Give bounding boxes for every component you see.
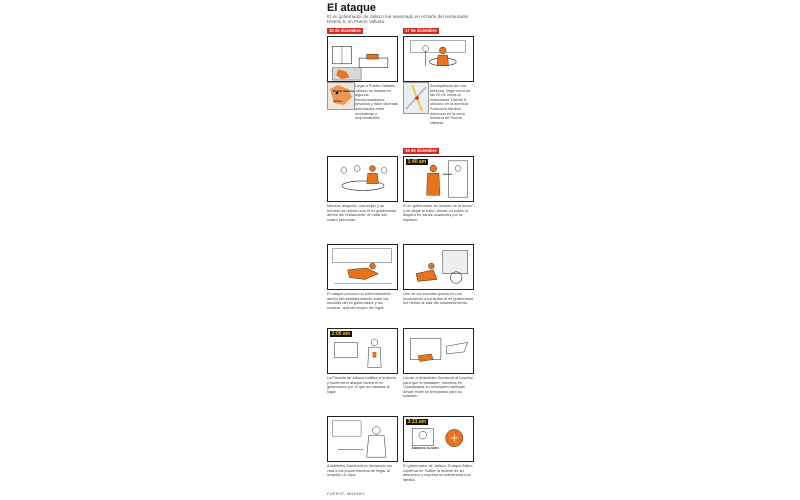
date-tag-1: 15 de diciembre [329, 28, 361, 33]
panel-transfer [403, 328, 474, 374]
map-label-state: Jalisco [333, 99, 343, 103]
source-credit: FUENTE: MILENIO [327, 491, 365, 496]
caption-7: La Fiscalía de Jalisco notifica a la alerta y confirma el ataque contra el ex gobernador por lo que se traslada al lugar. [327, 375, 396, 394]
panel-arrival [327, 36, 398, 82]
page-subtitle: El ex gobernador de Jalisco fue asesinado en el baño del restaurante Distrito 5, en Puerto Vallarta. [327, 14, 469, 25]
illustration-restaurant [404, 37, 473, 81]
map-label-city: Puerto Vallarta [333, 89, 355, 93]
panel-meeting [327, 156, 398, 202]
map-shape [328, 83, 354, 109]
panel-wounded [403, 244, 474, 290]
caption-1: Llega a Puerto Vallarta, Jalisco; se instala en algunos fraccionamientos privados y hace diversas actividades entre recreativas y empresariales. [355, 83, 398, 121]
illustration-transfer [404, 329, 473, 373]
illustration-meeting [328, 157, 397, 201]
caption-3: Minutos después, una mujer y un hombre se reúnen con el ex gobernador dentro del restaurante; en total son cuatro personas. [327, 203, 397, 222]
time-badge-1: 1:40 am [407, 159, 427, 165]
caption-4: El ex gobernador se levanta de la mesa y se dirige al baño, donde un sujeto le dispara en varias ocasiones por la espalda. [403, 203, 472, 222]
time-badge-2: 2:00 am [331, 331, 351, 337]
illustration-arrival [328, 37, 397, 81]
illustration-wounded [404, 245, 473, 289]
time-badge-3: 3:21 am [407, 419, 427, 425]
page-title: El ataque [327, 2, 376, 14]
street-shape [404, 83, 428, 113]
panel-restaurant [403, 36, 474, 82]
caption-2: Acompañado de una persona, llega cerca de las 22:00 horas al restaurante Distrito 5, ubicado en la avenida Francisca Medina Ascencio en la zona hotelera de Puerto Vallarta. [430, 83, 471, 125]
map-jalisco [327, 82, 355, 110]
caption-10: El gobernador de Jalisco, Enrique Alfaro, confirma en Twitter la muerte de su antecesor y expresa su solidaridad a la familia. [403, 463, 474, 482]
panel-hospital [327, 416, 398, 462]
panel-shootout [327, 244, 398, 290]
map-street [403, 82, 429, 114]
caption-5: El ataque provoca un enfrentamiento dentro del establecimiento entre los escoltas del ex gobernador y los sicarios, quienes huyen del lugar. [327, 291, 391, 310]
caption-9: Aristóteles Sandoval es declarado sin vida a los pocos minutos de llegar al hospital La Joya. [327, 463, 392, 478]
caption-8: Llevan a Aristóteles Sandoval al hospital para que lo trasladen, mientras en Guadalajara un helicóptero arribado desde Hotel se preparaba para su traslado. [403, 375, 473, 399]
date-tag-3: 18 de diciembre [405, 148, 437, 153]
illustration-shootout [328, 245, 397, 289]
infographic [327, 0, 477, 500]
date-tag-2: 17 de diciembre [405, 28, 437, 33]
illustration-hospital [328, 417, 397, 461]
name-badge: ENRIQUE ALFARO [412, 446, 439, 450]
caption-6: Uno de los escoltas queda en una movimiento a consultar al ex gobernador fue herido al salir del establecimiento. [403, 291, 474, 306]
